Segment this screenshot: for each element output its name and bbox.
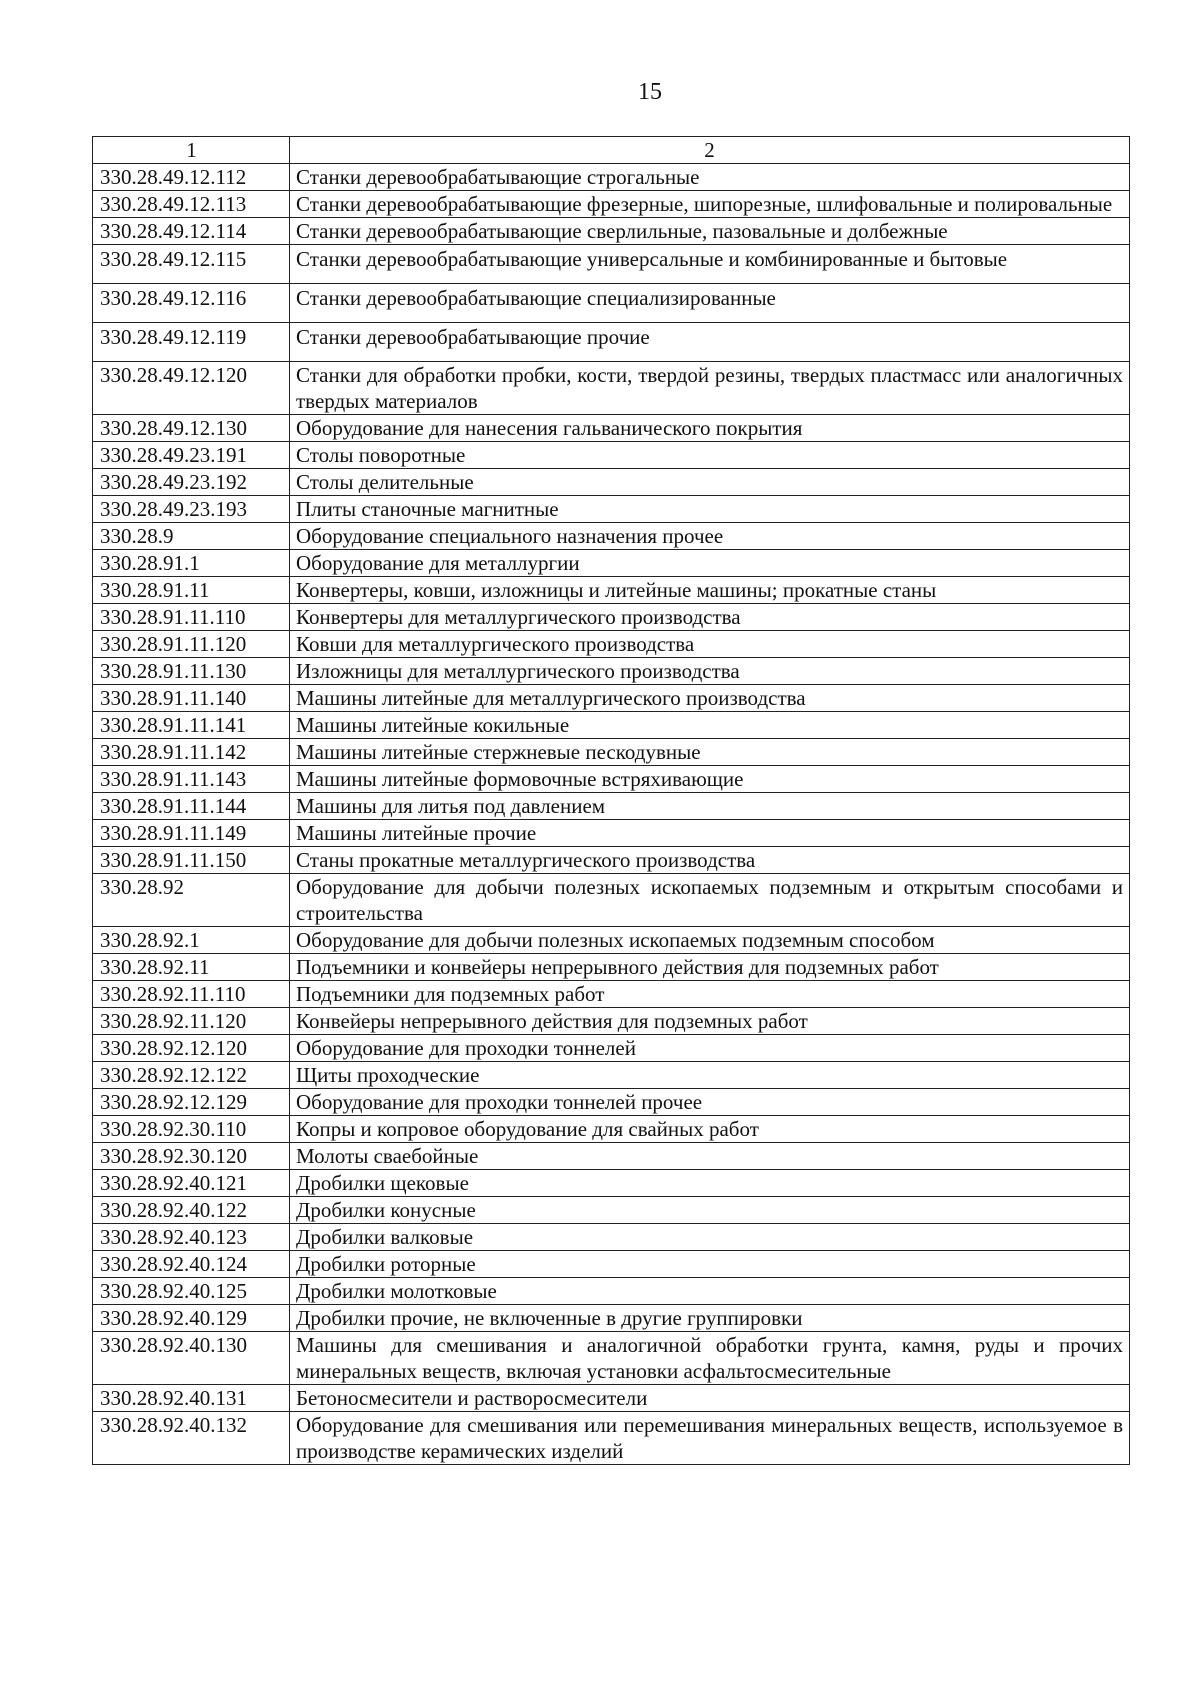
table-row <box>93 415 1130 442</box>
row-name: Щиты проходческие <box>290 1062 1130 1089</box>
table-row <box>93 164 1130 191</box>
row-name: Оборудование для добычи полезных ископаемых подземным и открытым способами и строительства <box>290 874 1130 927</box>
row-code: 330.28.92.40.130 <box>93 1332 290 1385</box>
column-header-2: 2 <box>290 137 1130 164</box>
table-row <box>93 1062 1130 1089</box>
row-name: Оборудование для добычи полезных ископаемых подземным способом <box>290 927 1130 954</box>
row-code: 330.28.92 <box>93 874 290 927</box>
table-row <box>93 284 1130 323</box>
table-header-row <box>93 137 1130 164</box>
table-row <box>93 793 1130 820</box>
table-row <box>93 1224 1130 1251</box>
table-row <box>93 712 1130 739</box>
row-code: 330.28.92.12.129 <box>93 1089 290 1116</box>
row-code: 330.28.91.11 <box>93 577 290 604</box>
row-name: Дробилки прочие, не включенные в другие группировки <box>290 1305 1130 1332</box>
classifier-table <box>92 136 1130 1465</box>
row-code: 330.28.49.12.114 <box>93 218 290 245</box>
row-name: Оборудование специального назначения прочее <box>290 523 1130 550</box>
row-name: Конвертеры, ковши, изложницы и литейные машины; прокатные станы <box>290 577 1130 604</box>
column-header-1: 1 <box>93 137 290 164</box>
row-code: 330.28.91.11.120 <box>93 631 290 658</box>
row-code: 330.28.91.11.141 <box>93 712 290 739</box>
row-code: 330.28.92.40.123 <box>93 1224 290 1251</box>
table-row <box>93 496 1130 523</box>
table-body <box>93 137 1130 1465</box>
row-name: Дробилки молотковые <box>290 1278 1130 1305</box>
row-name: Станки деревообрабатывающие фрезерные, шипорезные, шлифовальные и полировальные <box>290 191 1130 218</box>
row-name: Дробилки щековые <box>290 1170 1130 1197</box>
table-row <box>93 631 1130 658</box>
row-code: 330.28.91.11.130 <box>93 658 290 685</box>
row-code: 330.28.49.12.120 <box>93 362 290 415</box>
row-name: Молоты сваебойные <box>290 1143 1130 1170</box>
row-name: Оборудование для смешивания или перемешивания минеральных веществ, используемое в производстве керамических изделий <box>290 1412 1130 1465</box>
row-name: Машины для смешивания и аналогичной обработки грунта, камня, руды и прочих минеральных веществ, включая установки асфальтосмесительные <box>290 1332 1130 1385</box>
row-code: 330.28.92.40.121 <box>93 1170 290 1197</box>
row-name: Плиты станочные магнитные <box>290 496 1130 523</box>
table-row <box>93 523 1130 550</box>
row-code: 330.28.91.11.143 <box>93 766 290 793</box>
table-row <box>93 469 1130 496</box>
row-code: 330.28.92.30.120 <box>93 1143 290 1170</box>
row-code: 330.28.92.40.132 <box>93 1412 290 1465</box>
row-name: Станы прокатные металлургического производства <box>290 847 1130 874</box>
table-row <box>93 658 1130 685</box>
row-code: 330.28.91.11.110 <box>93 604 290 631</box>
table-row <box>93 1332 1130 1385</box>
row-name: Оборудование для металлургии <box>290 550 1130 577</box>
row-code: 330.28.91.1 <box>93 550 290 577</box>
table-row <box>93 218 1130 245</box>
table-row <box>93 766 1130 793</box>
row-code: 330.28.92.40.129 <box>93 1305 290 1332</box>
row-name: Машины для литья под давлением <box>290 793 1130 820</box>
row-code: 330.28.49.12.119 <box>93 323 290 362</box>
row-name: Станки для обработки пробки, кости, твердой резины, твердых пластмасс или аналогичных твердых материалов <box>290 362 1130 415</box>
row-code: 330.28.49.12.115 <box>93 245 290 284</box>
row-code: 330.28.92.40.131 <box>93 1385 290 1412</box>
row-code: 330.28.92.11.110 <box>93 981 290 1008</box>
table-row <box>93 685 1130 712</box>
page-number: 15 <box>638 79 662 105</box>
table-row <box>93 1089 1130 1116</box>
row-code: 330.28.91.11.140 <box>93 685 290 712</box>
row-name: Машины литейные стержневые пескодувные <box>290 739 1130 766</box>
table-row <box>93 1412 1130 1465</box>
row-code: 330.28.92.40.124 <box>93 1251 290 1278</box>
row-name: Конвертеры для металлургического производства <box>290 604 1130 631</box>
table-row <box>93 927 1130 954</box>
row-name: Оборудование для проходки тоннелей <box>290 1035 1130 1062</box>
table-row <box>93 1035 1130 1062</box>
row-code: 330.28.91.11.144 <box>93 793 290 820</box>
row-name: Оборудование для проходки тоннелей прочее <box>290 1089 1130 1116</box>
row-name: Машины литейные формовочные встряхивающие <box>290 766 1130 793</box>
row-code: 330.28.91.11.149 <box>93 820 290 847</box>
row-code: 330.28.9 <box>93 523 290 550</box>
row-name: Станки деревообрабатывающие прочие <box>290 323 1130 362</box>
table-row <box>93 191 1130 218</box>
row-name: Подъемники для подземных работ <box>290 981 1130 1008</box>
table-row <box>93 1251 1130 1278</box>
row-name: Машины литейные кокильные <box>290 712 1130 739</box>
row-name: Оборудование для нанесения гальванического покрытия <box>290 415 1130 442</box>
table-row <box>93 604 1130 631</box>
table-row <box>93 1385 1130 1412</box>
table-row <box>93 981 1130 1008</box>
row-name: Станки деревообрабатывающие сверлильные, пазовальные и долбежные <box>290 218 1130 245</box>
row-name: Столы делительные <box>290 469 1130 496</box>
row-code: 330.28.92.1 <box>93 927 290 954</box>
table-row <box>93 577 1130 604</box>
table-row <box>93 1143 1130 1170</box>
row-code: 330.28.49.23.193 <box>93 496 290 523</box>
table-row <box>93 442 1130 469</box>
table-row <box>93 1305 1130 1332</box>
row-name: Изложницы для металлургического производства <box>290 658 1130 685</box>
row-name: Станки деревообрабатывающие специализированные <box>290 284 1130 323</box>
table-row <box>93 820 1130 847</box>
row-code: 330.28.91.11.142 <box>93 739 290 766</box>
row-code: 330.28.49.23.191 <box>93 442 290 469</box>
table-row <box>93 1197 1130 1224</box>
row-name: Машины литейные прочие <box>290 820 1130 847</box>
row-code: 330.28.92.11 <box>93 954 290 981</box>
table-row <box>93 1278 1130 1305</box>
row-code: 330.28.49.12.112 <box>93 164 290 191</box>
row-code: 330.28.92.11.120 <box>93 1008 290 1035</box>
row-code: 330.28.92.30.110 <box>93 1116 290 1143</box>
row-code: 330.28.92.12.122 <box>93 1062 290 1089</box>
table-row <box>93 1116 1130 1143</box>
table-row <box>93 323 1130 362</box>
row-name: Дробилки роторные <box>290 1251 1130 1278</box>
table-row <box>93 739 1130 766</box>
row-name: Машины литейные для металлургического производства <box>290 685 1130 712</box>
row-code: 330.28.91.11.150 <box>93 847 290 874</box>
row-name: Столы поворотные <box>290 442 1130 469</box>
row-name: Дробилки конусные <box>290 1197 1130 1224</box>
row-name: Станки деревообрабатывающие универсальные и комбинированные и бытовые <box>290 245 1130 284</box>
row-code: 330.28.49.12.130 <box>93 415 290 442</box>
row-code: 330.28.49.23.192 <box>93 469 290 496</box>
row-name: Ковши для металлургического производства <box>290 631 1130 658</box>
row-name: Дробилки валковые <box>290 1224 1130 1251</box>
table-row <box>93 550 1130 577</box>
row-name: Конвейеры непрерывного действия для подземных работ <box>290 1008 1130 1035</box>
row-name: Копры и копровое оборудование для свайных работ <box>290 1116 1130 1143</box>
row-name: Бетоносмесители и растворосмесители <box>290 1385 1130 1412</box>
row-name: Подъемники и конвейеры непрерывного действия для подземных работ <box>290 954 1130 981</box>
row-code: 330.28.92.12.120 <box>93 1035 290 1062</box>
table-row <box>93 245 1130 284</box>
table-row <box>93 954 1130 981</box>
row-code: 330.28.49.12.113 <box>93 191 290 218</box>
row-name: Станки деревообрабатывающие строгальные <box>290 164 1130 191</box>
row-code: 330.28.49.12.116 <box>93 284 290 323</box>
table-row <box>93 874 1130 927</box>
row-code: 330.28.92.40.125 <box>93 1278 290 1305</box>
table-row <box>93 1008 1130 1035</box>
table-row <box>93 847 1130 874</box>
table-row <box>93 1170 1130 1197</box>
table-row <box>93 362 1130 415</box>
row-code: 330.28.92.40.122 <box>93 1197 290 1224</box>
